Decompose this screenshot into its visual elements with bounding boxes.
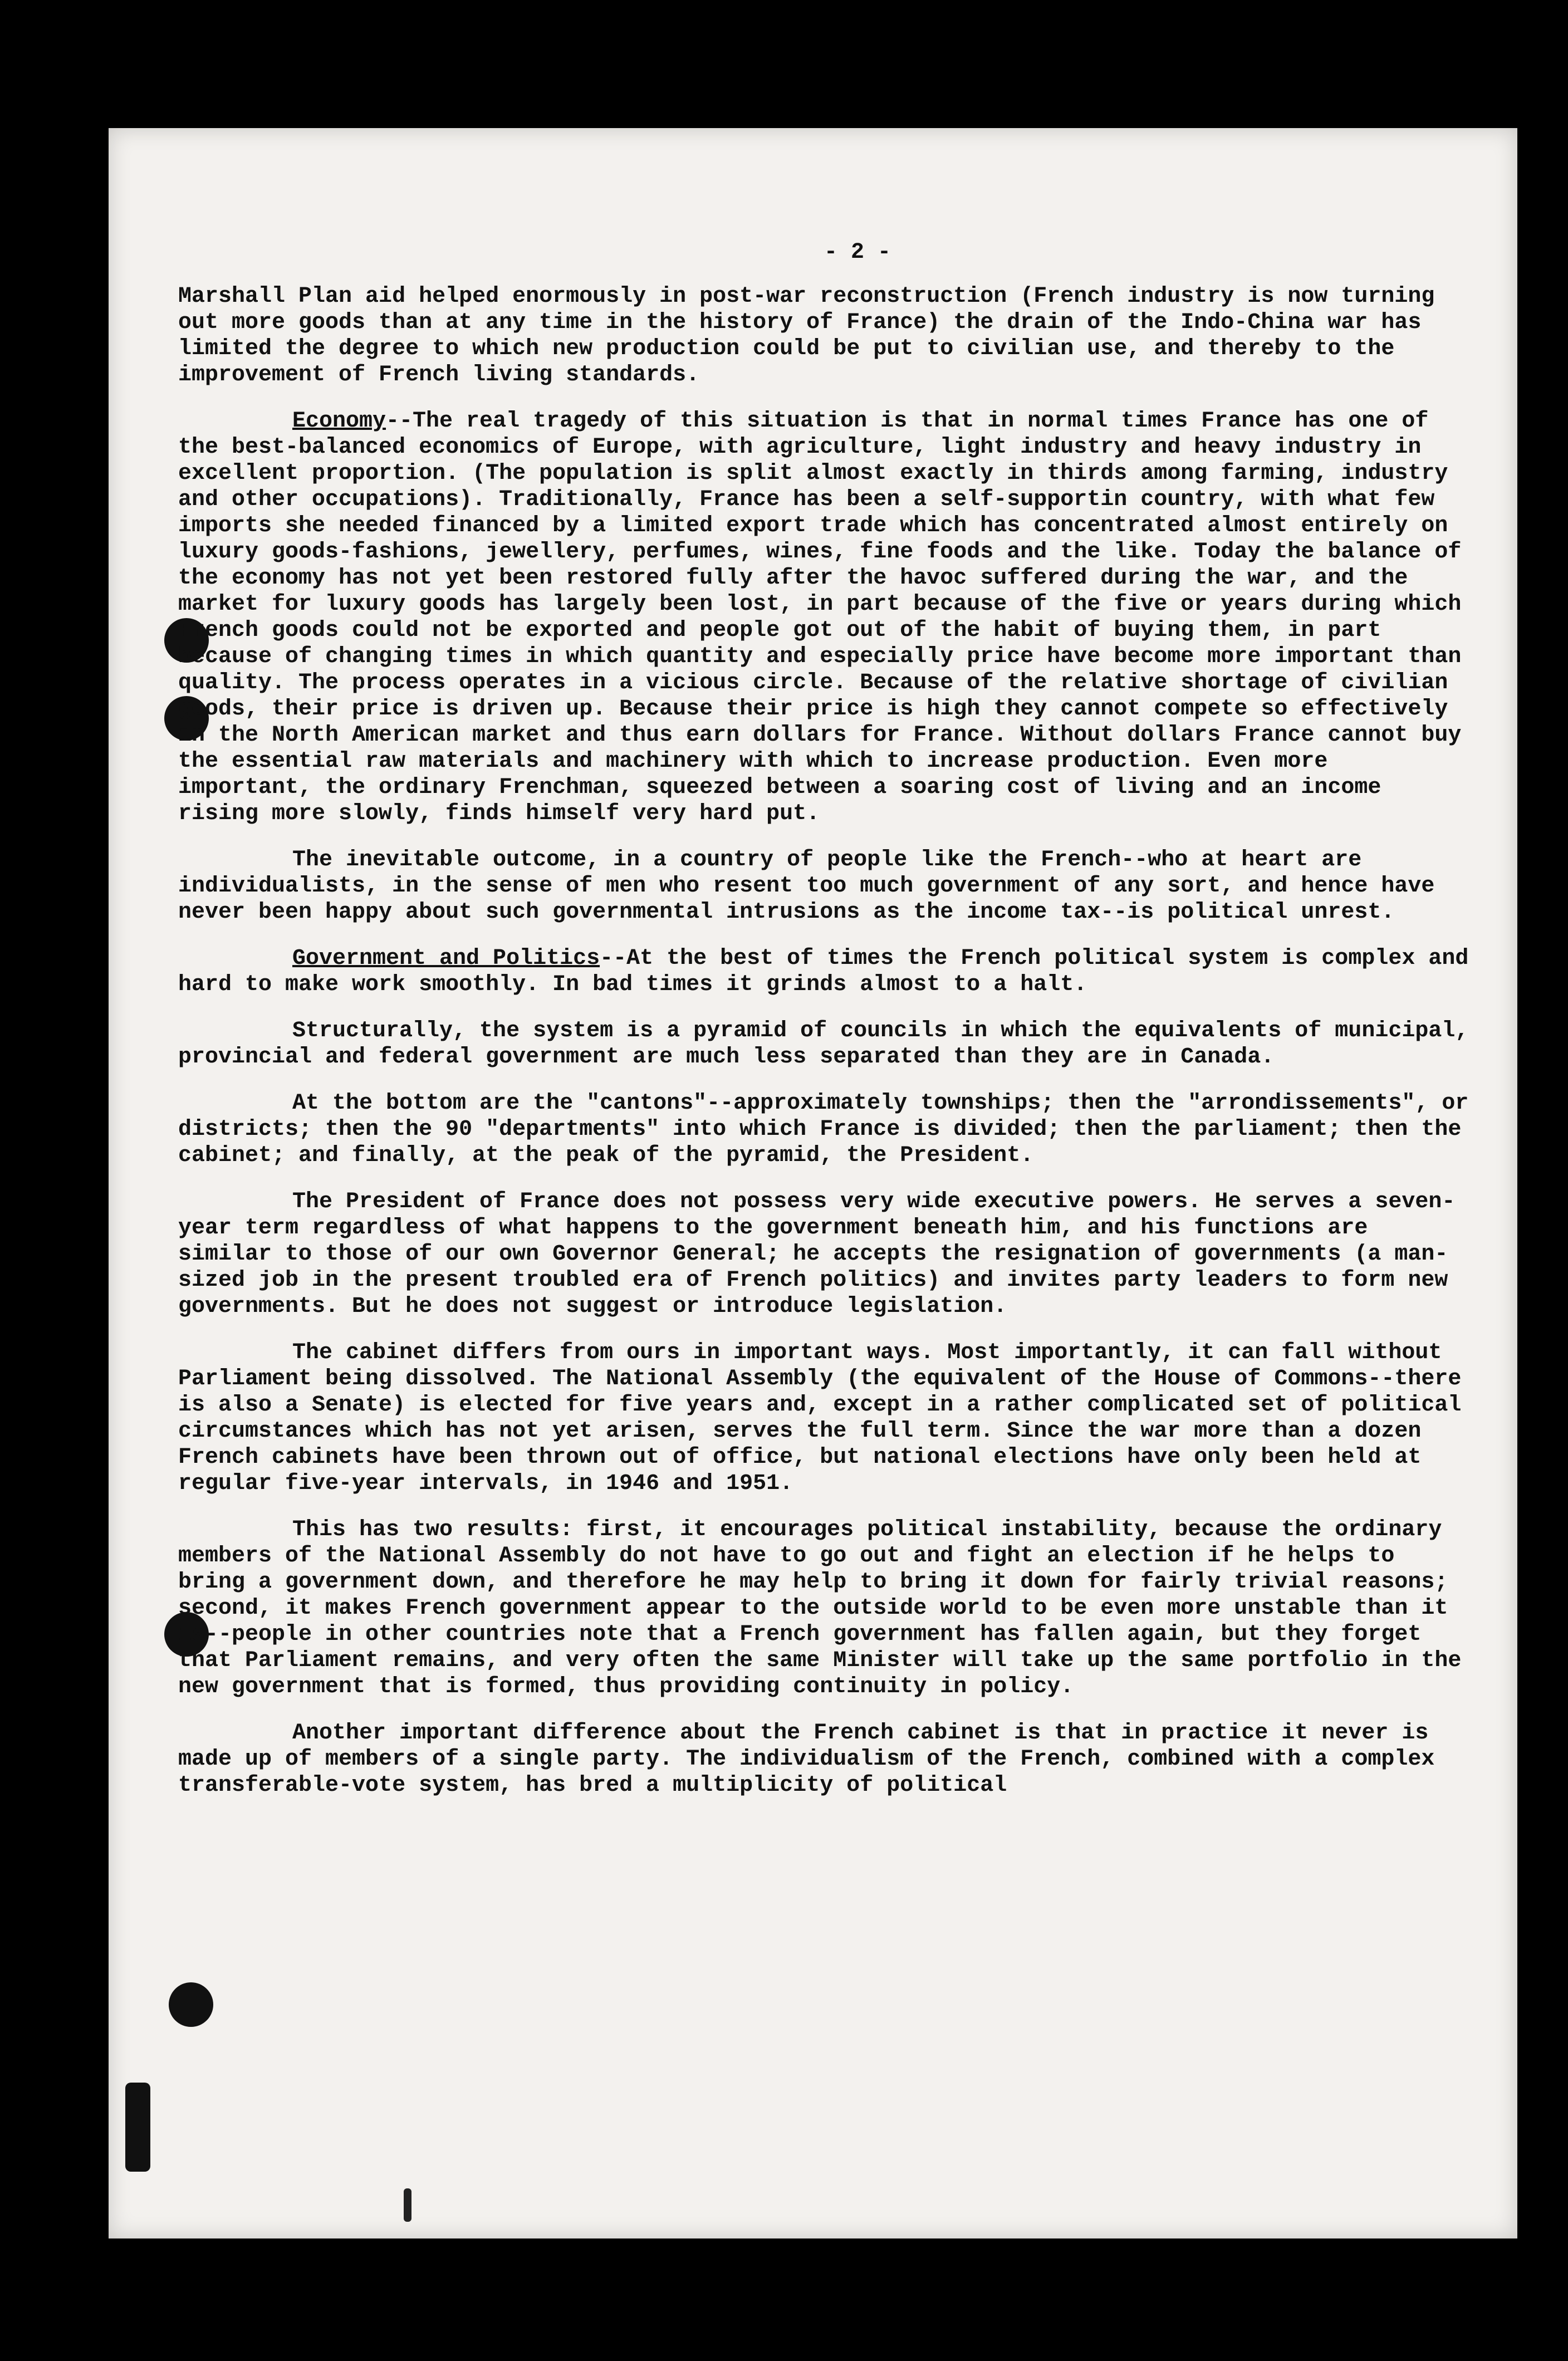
paragraph-text: The inevitable outcome, in a country of people like the French--who at heart are individualists, in the sense of men who resent too much government of any sort, and hence have never been happy about such governmental intrusions as the income tax--is political unrest. bbox=[178, 848, 1435, 925]
paragraph-text: Marshall Plan aid helped enormously in post-war reconstruction (French industry is now turning out more goods than at any time in the history of France) the drain of the Indo-China war has limited the degree to which new production could be put to civilian use, and thereby to the improvement of French living standards. bbox=[178, 284, 1435, 388]
paragraph-text: The President of France does not possess very wide executive powers. He serves a seven-year term regardless of what happens to the government beneath him, and his functions are similar to those of our own Governor General; he accepts the resignation of governments (a man-sized job in the present troubled era of French politics) and invites party leaders to form new governments. But he does not suggest or introduce legislation. bbox=[178, 1189, 1456, 1319]
paragraph-cantons bbox=[178, 1090, 1470, 1169]
paragraph-structure bbox=[178, 1018, 1470, 1070]
paragraph-text: Another important difference about the French cabinet is that in practice it never is made up of members of a single party. The individualism of the French, combined with a complex transferable-vote system, has bred a multiplicity of political bbox=[178, 1721, 1435, 1798]
page-number: - 2 - bbox=[824, 240, 891, 265]
paragraph-two-results bbox=[178, 1517, 1470, 1700]
paragraph-marshall-plan bbox=[178, 283, 1470, 388]
paragraph-economy bbox=[178, 408, 1470, 827]
section-heading-economy: Economy bbox=[292, 409, 386, 434]
paragraph-text: The cabinet differs from ours in important ways. Most importantly, it can fall without Parliament being dissolved. The National Assembly (the equivalent of the House of Commons--there is also a Senate) is elected for five years and, except in a rather complicated set of political circumstances which has not yet arisen, serves the full term. Since the war more than a dozen French cabinets have been thrown out of office, but national elections have only been held at regular five-year intervals, in 1946 and 1951. bbox=[178, 1340, 1462, 1496]
paragraph-outcome bbox=[178, 847, 1470, 925]
paragraph-text: Structurally, the system is a pyramid of councils in which the equivalents of municipal, provincial and federal government are much less separated than they are in Canada. bbox=[178, 1018, 1469, 1070]
paragraph-cabinet-parties bbox=[178, 1720, 1470, 1799]
document-body bbox=[178, 239, 1470, 1819]
paragraph-text: --The real tragedy of this situation is that in normal times France has one of the best-balanced economics of Europe, with agriculture, light industry and heavy industry in excellent proportion. (The population is split almost exactly in thirds among farming, industry and other occupations). Traditionally, France has been a self-supportin country, with what few imports she needed financed by a limited export trade which has concentrated almost entirely on luxury goods-fashions, jewellery, perfumes, wines, fine foods and the like. Today the balance of the economy has not yet been restored fully after the havoc suffered during the war, and the market for luxury goods has largely been lost, in part because of the five or years during which French goods could not be exported and people got out of the habit of buying them, in part because of changing times in which quantity and especially price have become more important than quality. The process operates in a vicious circle. Because of the relative shortage of civilian goods, their price is driven up. Because their price is high they cannot compete so effectively in the North American market and thus earn dollars for France. Without dollars France cannot buy the essential raw materials and machinery with which to increase production. Even more important, the ordinary Frenchman, squeezed between a soaring cost of living and an income rising more slowly, finds himself very hard put. bbox=[178, 409, 1462, 826]
document-page bbox=[109, 128, 1517, 2238]
section-heading-government-politics: Government and Politics bbox=[292, 946, 600, 971]
stray-mark bbox=[404, 2188, 411, 2222]
paragraph-government-politics bbox=[178, 946, 1470, 998]
punch-hole-bottom bbox=[169, 1982, 213, 2027]
paragraph-president bbox=[178, 1189, 1470, 1320]
paragraph-text: This has two results: first, it encourages political instability, because the ordinary members of the National Assembly do not have to go out and fight an election if he helps to bring a government down, and therefore he may help to bring it down for fairly trivial reasons; second, it makes French government appear to the outside world to be even more unstable than it is--people in other countries note that a French government has fallen again, but they forget that Parliament remains, and very often the same Minister will take up the same portfolio in the new government that is formed, thus providing continuity in policy. bbox=[178, 1517, 1462, 1699]
paragraph-text: At the bottom are the "cantons"--approximately townships; then the "arrondissements", or districts; then the 90 "departments" into which France is divided; then the parliament; then the cabinet; and finally, at the peak of the pyramid, the President. bbox=[178, 1091, 1469, 1168]
paragraph-text: --At the best of times the French political system is complex and hard to make work smoothly. In bad times it grinds almost to a halt. bbox=[178, 946, 1469, 997]
paragraph-cabinet bbox=[178, 1340, 1470, 1497]
edge-mark bbox=[125, 2083, 150, 2172]
